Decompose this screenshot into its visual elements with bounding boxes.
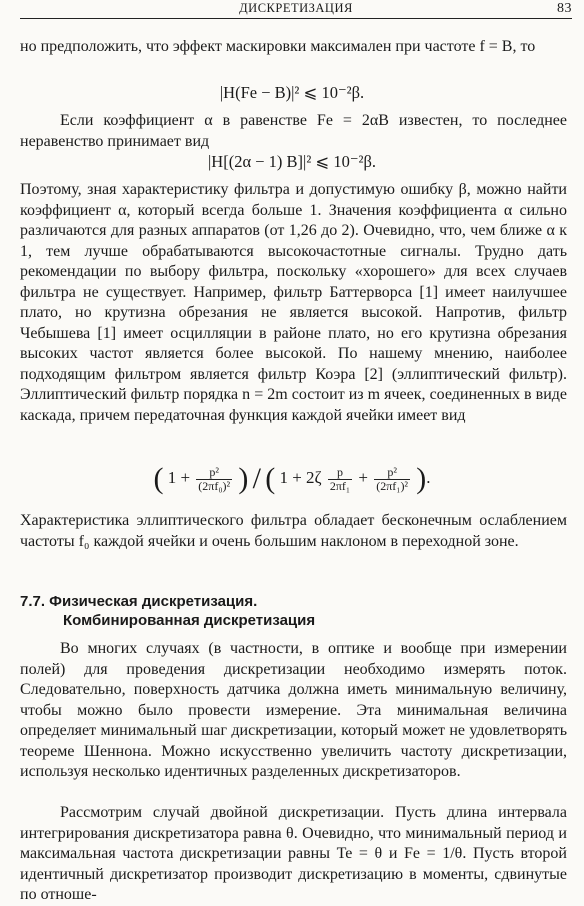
equation-1: |H(Fe − B)|² ⩽ 10⁻²β. bbox=[219, 83, 365, 102]
division-slash: / bbox=[252, 462, 261, 495]
section-heading bbox=[20, 592, 570, 630]
paragraph-5-text: Во многих случаях (в частности, в оптике и вообще при измерении полей) для проведения дискретизации необходимо измерять поток. Следовательно, поверхность датчика должна иметь минимальную величину, чтобы можно было провести измерение. Эта минимальная величина определяет минимальный шаг дискретизации, который может не удовлетворять теореме Шеннона. Можно искусственно увеличить частоту дискретизации, используя несколько идентичных разделенных дискретизаторов. bbox=[20, 640, 567, 780]
close-paren: ) bbox=[238, 462, 249, 495]
paragraph-3 bbox=[20, 180, 567, 426]
eq3-numerator-c: p² bbox=[374, 466, 410, 480]
running-title: ДИСКРЕТИЗАЦИЯ bbox=[239, 1, 353, 15]
page-number: 83 bbox=[557, 1, 572, 16]
close-paren: ) bbox=[416, 462, 427, 495]
paragraph-1 bbox=[20, 37, 567, 58]
open-paren: ( bbox=[153, 462, 164, 495]
eq3-fraction-c bbox=[374, 466, 410, 493]
paragraph-4 bbox=[20, 511, 567, 552]
paragraph-2 bbox=[20, 111, 567, 152]
eq3-numerator-a: p² bbox=[196, 466, 232, 480]
paragraph-2-text: Если коэффициент α в равенстве Fe = 2αB известен, то последнее неравенство принимает вид bbox=[20, 112, 567, 150]
eq3-end: . bbox=[426, 467, 431, 487]
equation-3 bbox=[0, 462, 584, 496]
section-heading-line-1: 7.7. Физическая дискретизация. bbox=[20, 593, 258, 610]
eq3-fraction-b bbox=[328, 466, 352, 493]
eq3-term-one-b: 1 + 2ζ bbox=[279, 467, 322, 487]
paragraph-3-text: Поэтому, зная характеристику фильтра и допустимую ошибку β, можно найти коэффициент α, который всегда больше 1. Значения коэффициента α сильно различаются для разных аппаратов (от 1,26 до 2). Очевидно, что, чем ближе α к 1, тем лучше обрабатываются высокочастотные сигналы. Трудно дать рекомендации по выбору фильтра, поскольку «хорошего» для всех случаев фильтра не существует. Например, фильтр Баттерворса [1] имеет наилучшее плато, но крутизна обрезания не является высокой. Напротив, фильтр Чебышева [1] имеет осцилляции в районе плато, но его крутизна обрезания высоких частот является более высокой. По нашему мнению, наиболее подходящим фильтром является фильтр Коэра [2] (эллиптический фильтр). Эллиптический фильтр порядка n = 2m состоит из m ячеек, соединенных в виде каскада, причем передаточная функция каждой ячейки имеет вид bbox=[20, 181, 567, 424]
equation-2: |H[(2α − 1) B]|² ⩽ 10⁻²β. bbox=[207, 152, 377, 171]
eq3-plus: + bbox=[358, 467, 368, 487]
eq3-denominator-b: 2πf₁ bbox=[329, 478, 351, 493]
paragraph-6-text: Рассмотрим случай двойной дискретизации. Пусть длина интервала интегрирования дискретизатора равна θ. Очевидно, что минимальный период и максимальная частота дискретизации равны Te = θ и Fe = 1/θ. Пусть второй идентичный дискретизатор производит дискретизацию в моменты, сдвинутые по отноше- bbox=[20, 804, 567, 903]
paragraph-5 bbox=[20, 639, 567, 783]
running-header bbox=[20, 0, 572, 19]
paragraph-1-text: но предположить, что эффект маскировки максимален при частоте f = B, то bbox=[20, 38, 536, 55]
eq3-numerator-b: p bbox=[328, 466, 352, 480]
eq3-denominator-c: (2πf₁)² bbox=[376, 478, 409, 493]
paragraph-6 bbox=[20, 803, 567, 906]
open-paren: ( bbox=[265, 462, 276, 495]
eq3-term-one-a: 1 + bbox=[167, 467, 191, 487]
eq3-fraction-a bbox=[196, 466, 232, 493]
eq3-denominator-a: (2πf₀)² bbox=[198, 478, 231, 493]
section-heading-line-2: Комбинированная дискретизация bbox=[63, 612, 316, 629]
paragraph-4-text: Характеристика эллиптического фильтра обладает бесконечным ослаблением частоты f₀ каждой ячейки и очень большим наклоном в переходной зоне. bbox=[20, 512, 567, 550]
